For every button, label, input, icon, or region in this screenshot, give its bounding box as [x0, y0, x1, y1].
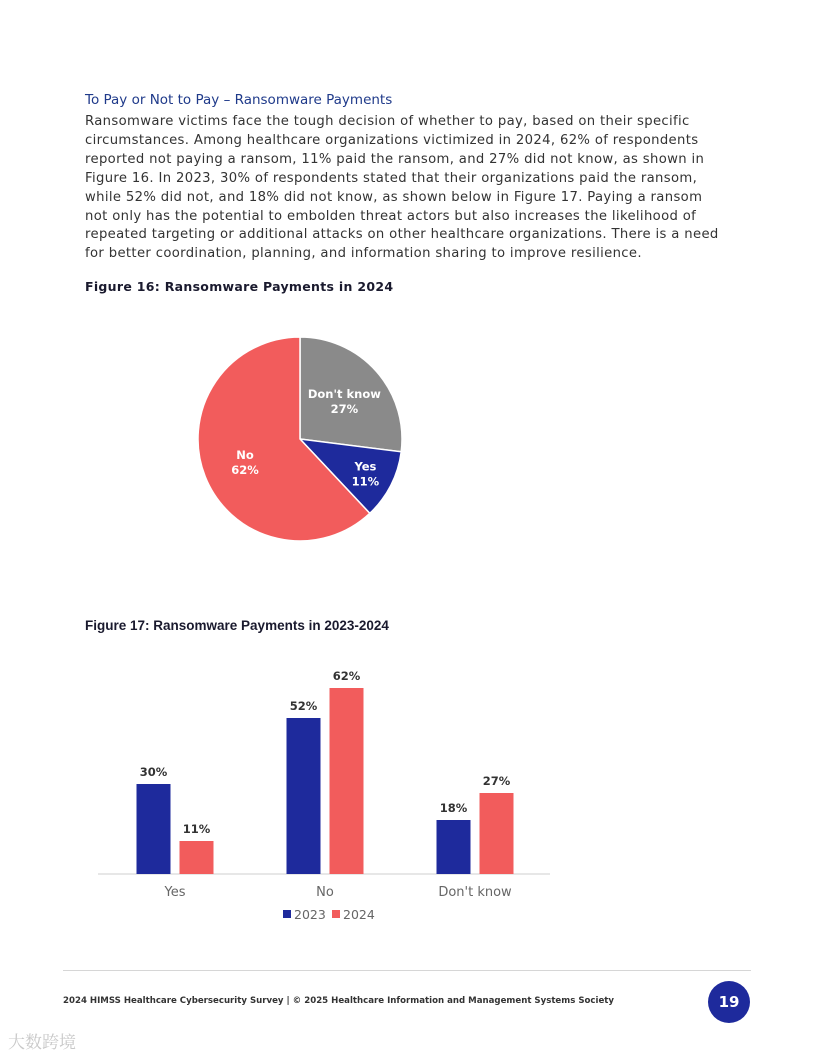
bar-yes-2023 [137, 784, 171, 874]
pie-label-yes: Yes [354, 459, 377, 474]
bar-yes-2024 [180, 841, 214, 874]
pie-value-don-t-know: 27% [330, 401, 359, 416]
bar-chart [0, 650, 816, 950]
pie-label-don-t-know: Don't know [307, 386, 381, 401]
legend-swatch-2023 [283, 910, 291, 918]
pie-chart [0, 320, 816, 620]
page-number-badge: 19 [708, 981, 750, 1023]
footer-divider [63, 970, 751, 971]
legend-label-2023: 2023 [294, 907, 326, 922]
bar-label-don-t-know-2023: 18% [439, 801, 468, 815]
category-label-don-t-know: Don't know [438, 885, 512, 900]
pie-label-no: No [236, 447, 254, 462]
bar-don-t-know-2023 [437, 820, 471, 874]
footer-text: 2024 HIMSS Healthcare Cybersecurity Survey | © 2025 Healthcare Information and Management Systems Society [63, 996, 614, 1006]
pie-value-yes: 11% [351, 474, 380, 489]
bar-label-yes-2024: 11% [182, 822, 211, 836]
category-label-no: No [316, 885, 334, 900]
legend-swatch-2024 [332, 910, 340, 918]
bar-label-yes-2023: 30% [139, 765, 168, 779]
section-heading: To Pay or Not to Pay – Ransomware Payments [85, 92, 393, 108]
bar-no-2024 [330, 688, 364, 874]
bar-label-no-2024: 62% [332, 669, 361, 683]
bar-no-2023 [287, 718, 321, 874]
pie-value-no: 62% [231, 462, 259, 477]
body-paragraph: Ransomware victims face the tough decision of whether to pay, based on their specific circumstances. Among healthcare organizations victimized in 2024, 62% of respondents reported not paying a ransom, 11% paid the ransom, and 27% did not know, as shown in Figure 16. In 2023, 30% of respondents stated that their organizations paid the ransom, while 52% did not, and 18% did not know, as shown below in Figure 17. Paying a ransom not only has the potential to embolden threat actors but also increases the likelihood of repeated targeting or additional attacks on other healthcare organizations. There is a need for better coordination, planning, and information sharing to improve resilience. [85, 114, 719, 262]
figure-17-title: Figure 17: Ransomware Payments in 2023-2024 [85, 618, 389, 633]
legend-label-2024: 2024 [343, 907, 375, 922]
bar-label-no-2023: 52% [289, 699, 318, 713]
bar-don-t-know-2024 [480, 793, 514, 874]
bar-label-don-t-know-2024: 27% [482, 774, 511, 788]
figure-16-title: Figure 16: Ransomware Payments in 2024 [85, 279, 394, 294]
watermark: 大数跨境 [8, 1033, 76, 1053]
category-label-yes: Yes [164, 885, 186, 900]
